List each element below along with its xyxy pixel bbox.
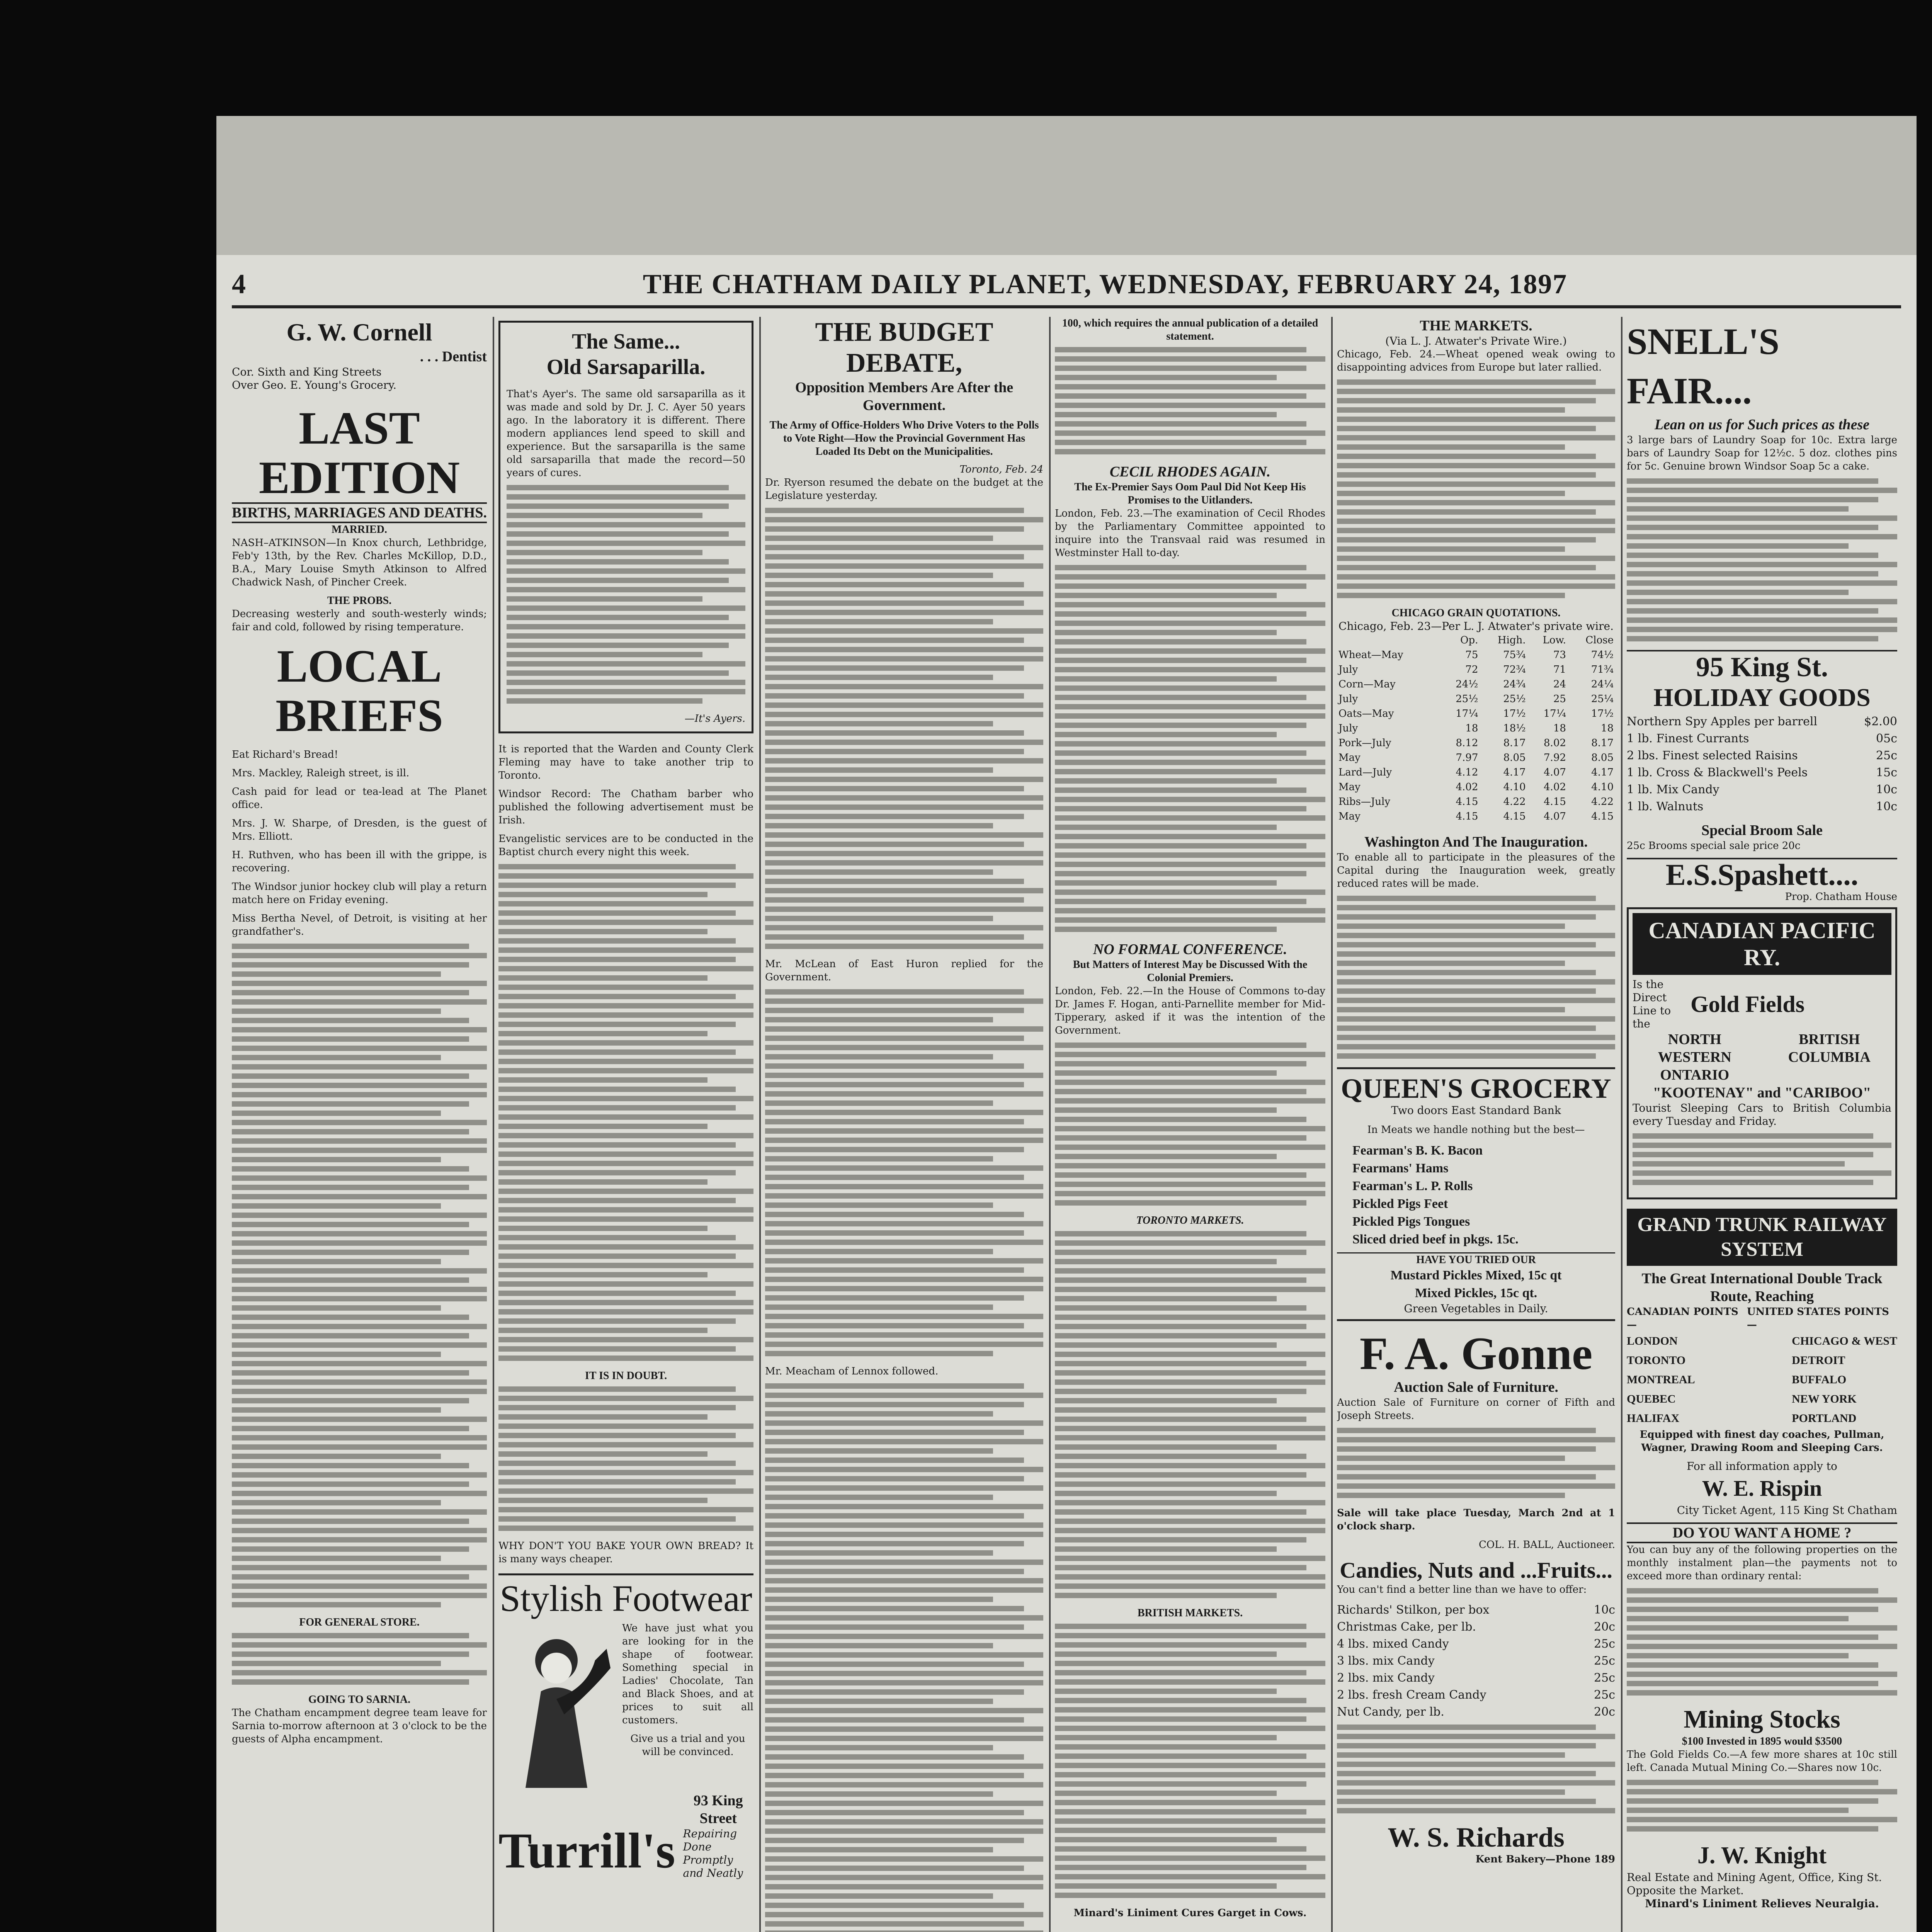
sarsaparilla-title: The Same... Old Sarsaparilla.: [546, 330, 706, 379]
list-item: 2 lbs. Finest selected Raisins 25c: [1627, 749, 1897, 762]
sarsaparilla-text: That's Ayer's. The same old sarsaparilla as it was made and sold by Dr. J. C. Ayer 50 years ago. In the laboratory it is different. There modern appliances lend speed to skill and experience. But the sarsaparilla is the same old sarsaparilla that made the record—50 years of cures.: [507, 388, 745, 479]
markets-text: Chicago, Feb. 24.—Wheat opened weak owing to disappointing advices from Europe but later rallied.: [1337, 349, 1615, 373]
richards-sub: Kent Bakery—Phone 189: [1475, 1854, 1615, 1865]
turrills-logo: Turrill's: [498, 1823, 675, 1879]
brief-item: The Windsor junior hockey club will play a return match here on Friday evening.: [232, 881, 487, 906]
brief-item: Mrs. Mackley, Raleigh street, is ill.: [232, 767, 410, 779]
cpr-logo: CANADIAN PACIFIC RY.: [1633, 913, 1891, 975]
list-item: 1 lb. Walnuts 10c: [1627, 800, 1897, 813]
table-row: Pork—July 8.12 8.17 8.02 8.17: [1338, 737, 1614, 749]
sarnia-text: The Chatham encampment degree team leave for Sarnia to-morrow afternoon at 3 o'clock to be the guests of Alpha encampment.: [232, 1707, 487, 1745]
in-doubt-label: IT IS IN DOUBT.: [585, 1370, 667, 1382]
mining-amounts: $100 Invested in 1895 would $3500: [1682, 1735, 1842, 1747]
grand-trunk-equipment: Equipped with finest day coaches, Pullman, Wagner, Drawing Room and Sleeping Cars.: [1639, 1429, 1884, 1454]
lady-with-shoe-illustration: [498, 1626, 614, 1788]
mining-stocks-heading: Mining Stocks: [1684, 1705, 1840, 1733]
probs-label: THE PROBS.: [327, 595, 392, 607]
probs-text: Decreasing westerly and south-westerly winds; fair and cold, followed by rising temperature.: [232, 608, 487, 633]
home-text: You can buy any of the following properties on the monthly instalment plan—the payments not to exceed more than ordinary rental:: [1627, 1544, 1897, 1582]
grand-trunk-cities: [1627, 1332, 1897, 1428]
table-row: May 7.97 8.05 7.92 8.05: [1338, 752, 1614, 764]
list-item: Christmas Cake, per lb. 20c: [1337, 1620, 1615, 1634]
auction-date: Sale will take place Tuesday, March 2nd at 1 o'clock sharp.: [1337, 1507, 1615, 1532]
queens-grocery-title: QUEEN'S GROCERY: [1341, 1073, 1611, 1104]
king-street-address: 95 King St.: [1627, 650, 1897, 682]
text-lines: [507, 485, 745, 704]
text-lines: [1633, 1133, 1891, 1185]
cpr-direct-line: Is the Direct Line to the: [1633, 978, 1671, 1030]
page-number: 4: [232, 268, 246, 299]
canadian-points-label: CANADIAN POINTS—: [1627, 1306, 1738, 1331]
column-2: [498, 317, 753, 1932]
text-lines: [765, 508, 1043, 949]
list-item: Northern Spy Apples per barrell $2.00: [1627, 715, 1897, 728]
budget-body-paragraph: Mr. Meacham of Lennox followed.: [765, 1366, 939, 1377]
list-item: Fearman's L. P. Rolls: [1352, 1179, 1473, 1193]
text-lines: [1627, 478, 1897, 641]
auctioneer: COL. H. BALL, Auctioneer.: [1478, 1539, 1615, 1551]
report-item: It is reported that the Warden and County Clerk Fleming may have to take another trip to Toronto.: [498, 743, 753, 781]
page-top-margin: [216, 116, 1917, 255]
newspaper-title: THE CHATHAM DAILY PLANET, WEDNESDAY, FEBRUARY 24, 1897: [643, 268, 1568, 299]
cecil-rhodes-text: London, Feb. 23.—The examination of Cecil Rhodes by the Parliamentary Committee appointed to inquire into the Transvaal raid was resumed in Westminster Hall to-day.: [1055, 508, 1325, 559]
brief-item: Eat Richard's Bread!: [232, 749, 338, 760]
brief-item: Mrs. J. W. Sharpe, of Dresden, is the guest of Mrs. Elliott.: [232, 818, 487, 842]
city-item: BUFFALO: [1792, 1373, 1847, 1386]
knight-sub: Real Estate and Mining Agent, Office, King St. Opposite the Market.: [1627, 1871, 1882, 1897]
table-row: Lard—July 4.12 4.17 4.07 4.17: [1338, 767, 1614, 778]
column-rule: [1331, 317, 1333, 1932]
going-to-sarnia-label: GOING TO SARNIA.: [308, 1694, 411, 1706]
general-store-label: FOR GENERAL STORE.: [299, 1616, 420, 1628]
broom-sale-heading: Special Broom Sale: [1701, 822, 1823, 838]
column-4: [1055, 317, 1325, 1932]
city-item: TORONTO: [1627, 1354, 1686, 1367]
richards-name: W. S. Richards: [1388, 1822, 1565, 1853]
queens-grocery-ad: [1337, 1067, 1615, 1321]
city-item: LONDON: [1627, 1335, 1678, 1347]
column-rule: [1621, 317, 1622, 1932]
north-western-ontario: NORTH WESTERN ONTARIO: [1658, 1031, 1731, 1083]
last-edition-heading: LAST EDITION: [259, 402, 460, 503]
married-label: MARRIED.: [332, 524, 387, 536]
city-item: QUEBEC: [1627, 1393, 1676, 1405]
sarsaparilla-ad: [498, 321, 753, 733]
british-markets-heading: BRITISH MARKETS.: [1137, 1607, 1243, 1619]
queens-items: [1352, 1142, 1615, 1248]
snells-fair-text: 3 large bars of Laundry Soap for 10c. Extra large bars of Laundry Soap for 12½c. 5 doz. clothes pins for 5c. Genuine brown Windsor Soap 5c a cake.: [1627, 434, 1897, 472]
cecil-rhodes-subhead: The Ex-Premier Says Oom Paul Did Not Keep His Promises to the Uitlanders.: [1074, 481, 1306, 506]
holiday-goods-heading: HOLIDAY GOODS: [1653, 684, 1871, 712]
holiday-price-list: [1627, 713, 1897, 815]
budget-debate-dateline: Toronto, Feb. 24: [959, 464, 1043, 475]
column-5: [1337, 317, 1615, 1932]
grain-quotations-table: [1337, 633, 1615, 824]
snells-fair-sub: Lean on us for Such prices as these: [1654, 417, 1870, 433]
grain-quotations-sub: Chicago, Feb. 23—Per L. J. Atwater's private wire.: [1338, 620, 1614, 633]
budget-body-paragraph: Dr. Ryerson resumed the debate on the budget at the Legislature yesterday.: [765, 477, 1043, 502]
toronto-markets-heading: TORONTO MARKETS.: [1136, 1214, 1244, 1226]
grand-trunk-info: For all information apply to: [1687, 1460, 1837, 1473]
grand-trunk-route: The Great International Double Track Route, Reaching: [1641, 1270, 1883, 1304]
list-item: 2 lbs. fresh Cream Candy 25c: [1337, 1688, 1615, 1702]
dentist-title: . . . Dentist: [420, 349, 487, 365]
list-item: 3 lbs. mix Candy 25c: [1337, 1654, 1615, 1668]
bake-text: WHY DON'T YOU BAKE YOUR OWN BREAD? It is many ways cheaper.: [498, 1540, 753, 1565]
budget-debate-headline: THE BUDGET DEBATE,: [815, 317, 993, 378]
text-lines: [1337, 896, 1615, 1059]
text-lines: [1055, 1043, 1325, 1206]
stylish-footwear-heading: Stylish Footwear: [500, 1578, 752, 1619]
list-item: Pickled Pigs Tongues: [1352, 1214, 1470, 1229]
text-lines: [1055, 1624, 1325, 1898]
home-heading: DO YOU WANT A HOME ?: [1627, 1522, 1897, 1543]
table-header-row: [1337, 633, 1615, 648]
no-conference-subhead: But Matters of Interest May be Discussed With the Colonial Premiers.: [1073, 959, 1308, 984]
brief-item: Cash paid for lead or tea-lead at The Planet office.: [232, 786, 487, 811]
column-rule: [759, 317, 761, 1932]
table-header-cell: High.: [1497, 634, 1526, 646]
table-row: July 72 72¾ 71 71¾: [1338, 664, 1614, 675]
newspaper-page: [216, 116, 1917, 1932]
table-row: May 4.15 4.15 4.07 4.15: [1338, 811, 1614, 822]
text-lines: [498, 864, 753, 1361]
column-1: [232, 317, 487, 1932]
text-lines: [232, 944, 487, 1607]
list-item: 4 lbs. mixed Candy 25c: [1337, 1637, 1615, 1651]
text-lines: [1337, 379, 1615, 598]
table-row: Ribs—July 4.15 4.22 4.15 4.22: [1338, 796, 1614, 808]
text-lines: [232, 1633, 487, 1685]
list-item: Pickled Pigs Feet: [1352, 1197, 1448, 1211]
gonne-name: F. A. Gonne: [1359, 1328, 1593, 1379]
snells-fair-title: SNELL'S FAIR....: [1627, 321, 1779, 412]
married-text: NASH–ATKINSON—In Knox church, Lethbridge, Feb'y 13th, by the Rev. Charles McKillop, D.D., B.A., Mary Louise Smyth Atkinson to Alfred Chadwick Nash, of Pincher Creek.: [232, 537, 487, 588]
table-row: Corn—May 24½ 24¾ 24 24¼: [1338, 679, 1614, 690]
city-item: CHICAGO & WEST: [1792, 1335, 1897, 1347]
grain-quotations-heading: CHICAGO GRAIN QUOTATIONS.: [1391, 607, 1561, 619]
mining-text: The Gold Fields Co.—A few more shares at 10c still left. Canada Mutual Mining Co.—Shares now 10c.: [1627, 1749, 1897, 1774]
report-item: Windsor Record: The Chatham barber who published the following advertisement must be Irish.: [498, 788, 753, 826]
cpr-ad: [1627, 907, 1897, 1199]
table-header-cell: Close: [1585, 634, 1614, 646]
candy-price-list: [1337, 1602, 1615, 1721]
local-briefs-heading: LOCAL BRIEFS: [276, 640, 443, 741]
sarsaparilla-signature: —It's Ayers.: [684, 713, 745, 724]
table-row: May 4.02 4.10 4.02 4.10: [1338, 781, 1614, 793]
brief-item: H. Ruthven, who has been ill with the grippe, is recovering.: [232, 849, 487, 874]
dentist-address: Cor. Sixth and King Streets Over Geo. E. Young's Grocery.: [232, 366, 397, 391]
column-6: [1627, 317, 1897, 1932]
washington-heading: Washington And The Inauguration.: [1364, 834, 1588, 850]
candies-heading: Candies, Nuts and ...Fruits...: [1340, 1558, 1612, 1583]
broom-sale-text: 25c Brooms special sale price 20c: [1627, 840, 1801, 852]
minard-liniment-note: Minard's Liniment Relieves Neuralgia.: [1645, 1897, 1879, 1910]
brief-item: Miss Bertha Nevel, of Detroit, is visiting at her grandfather's.: [232, 913, 487, 937]
queens-vegetables: Green Vegetables in Daily.: [1404, 1302, 1548, 1315]
text-lines: [1055, 565, 1325, 932]
text-lines: [1055, 1231, 1325, 1598]
turrills-note: Repairing Done Promptly and Neatly: [683, 1827, 743, 1879]
cecil-rhodes-heading: CECIL RHODES AGAIN.: [1109, 464, 1271, 480]
dentist-name: G. W. Cornell: [286, 318, 432, 346]
table-header-cell: Op.: [1460, 634, 1478, 646]
table-header-cell: Low.: [1543, 634, 1566, 646]
column-3: [765, 317, 1043, 1932]
table-row: July 18 18½ 18 18: [1338, 723, 1614, 734]
candies-text: You can't find a better line than we have to offer:: [1337, 1584, 1587, 1595]
gold-fields-heading: Gold Fields: [1690, 992, 1805, 1017]
list-item: 1 lb. Cross & Blackwell's Peels 15c: [1627, 766, 1897, 779]
footwear-cta: Give us a trial and you will be convinced.: [630, 1733, 745, 1758]
kootenay-cariboo: "KOOTENAY" and "CARIBOO": [1653, 1085, 1871, 1101]
turrills-address: 93 King Street: [693, 1793, 743, 1827]
no-conference-text: London, Feb. 22.—In the House of Commons to-day Dr. James F. Hogan, anti-Parnellite member for Mid-Tipperary, asked if it was the intention of the Government.: [1055, 985, 1325, 1036]
queens-tried: HAVE YOU TRIED OUR: [1337, 1252, 1615, 1267]
footwear-text: We have just what you are looking for in the shape of footwear. Something special in Ladies' Chocolate, Tan and Black Shoes, and at prices to suit all customers.: [622, 1622, 753, 1726]
text-lines: [1337, 1725, 1615, 1813]
table-row: Wheat—May 75 75¾ 73 74½: [1338, 649, 1614, 661]
list-item: 1 lb. Finest Currants 05c: [1627, 732, 1897, 745]
table-row: Oats—May 17¼ 17½ 17¼ 17½: [1338, 708, 1614, 719]
text-lines: [1055, 347, 1325, 454]
rispin-name: W. E. Rispin: [1702, 1476, 1822, 1501]
city-item: MONTREAL: [1627, 1373, 1695, 1386]
queens-grocery-location: Two doors East Standard Bank: [1391, 1104, 1561, 1117]
column-rule: [493, 317, 494, 1932]
text-lines: [1627, 1588, 1897, 1696]
continued-head: 100, which requires the annual publication of a detailed statement.: [1062, 317, 1318, 342]
list-item: Richards' Stilkon, per box 10c: [1337, 1603, 1615, 1617]
washington-text: To enable all to participate in the pleasures of the Capital during the Inauguration week, greatly reduced rates will be made.: [1337, 852, 1615, 889]
list-item: 2 lbs. mix Candy 25c: [1337, 1671, 1615, 1685]
text-lines: [498, 1386, 753, 1531]
city-item: NEW YORK: [1792, 1393, 1857, 1405]
list-item: 1 lb. Mix Candy 10c: [1627, 783, 1897, 796]
markets-heading: THE MARKETS.: [1420, 318, 1532, 334]
report-item: Evangelistic services are to be conducted in the Baptist church every night this week.: [498, 833, 753, 858]
british-columbia: BRITISH COLUMBIA: [1788, 1031, 1871, 1065]
list-item: Fearman's B. K. Bacon: [1352, 1143, 1483, 1158]
budget-body-paragraph: Mr. McLean of East Huron replied for the Government.: [765, 958, 1043, 983]
list-item: Sliced dried beef in pkgs. 15c.: [1352, 1232, 1519, 1247]
table-header-cell: [1337, 633, 1440, 648]
masthead: [232, 263, 1901, 308]
no-conference-heading: NO FORMAL CONFERENCE.: [1093, 941, 1287, 957]
cpr-text: Tourist Sleeping Cars to British Columbia every Tuesday and Friday.: [1633, 1102, 1891, 1128]
queens-pickles: Mustard Pickles Mixed, 15c qt Mixed Pickles, 15c qt.: [1390, 1268, 1562, 1300]
budget-debate-deck: The Army of Office-Holders Who Drive Voters to the Polls to Vote Right—How the Provincial Government Has Loaded Its Debt on the Municipalities.: [769, 419, 1039, 457]
text-lines: [765, 989, 1043, 1356]
minard-liniment-note: Minard's Liniment Cures Garget in Cows.: [1073, 1907, 1307, 1919]
spashett-name: E.S.Spashett....: [1627, 858, 1897, 890]
bmd-heading: BIRTHS, MARRIAGES AND DEATHS.: [232, 502, 487, 523]
spashett-sub: Prop. Chatham House: [1785, 891, 1897, 903]
table-row: July 25½ 25½ 25 25¼: [1338, 693, 1614, 705]
text-lines: [765, 1383, 1043, 1932]
city-item: DETROIT: [1792, 1354, 1845, 1367]
list-item: Fearmans' Hams: [1352, 1161, 1449, 1175]
markets-subheading: (Via L. J. Atwater's Private Wire.): [1385, 335, 1567, 347]
auction-text: Auction Sale of Furniture on corner of Fifth and Joseph Streets.: [1337, 1397, 1615, 1422]
footwear-ad: [498, 1573, 753, 1880]
budget-debate-subhead: Opposition Members Are After the Government.: [795, 379, 1014, 413]
column-rule: [1049, 317, 1051, 1932]
text-lines: [1337, 1428, 1615, 1498]
text-lines: [1627, 1780, 1897, 1832]
list-item: Nut Candy, per lb. 20c: [1337, 1705, 1615, 1719]
us-points-label: UNITED STATES POINTS—: [1747, 1306, 1889, 1331]
knight-name: J. W. Knight: [1697, 1842, 1827, 1869]
rispin-sub: City Ticket Agent, 115 King St Chatham: [1677, 1504, 1897, 1517]
queens-grocery-intro: In Meats we handle nothing but the best—: [1367, 1124, 1585, 1136]
city-item: HALIFAX: [1627, 1412, 1680, 1425]
auction-heading: Auction Sale of Furniture.: [1394, 1379, 1558, 1395]
city-item: PORTLAND: [1792, 1412, 1857, 1425]
grand-trunk-logo: GRAND TRUNK RAILWAY SYSTEM: [1627, 1209, 1897, 1266]
